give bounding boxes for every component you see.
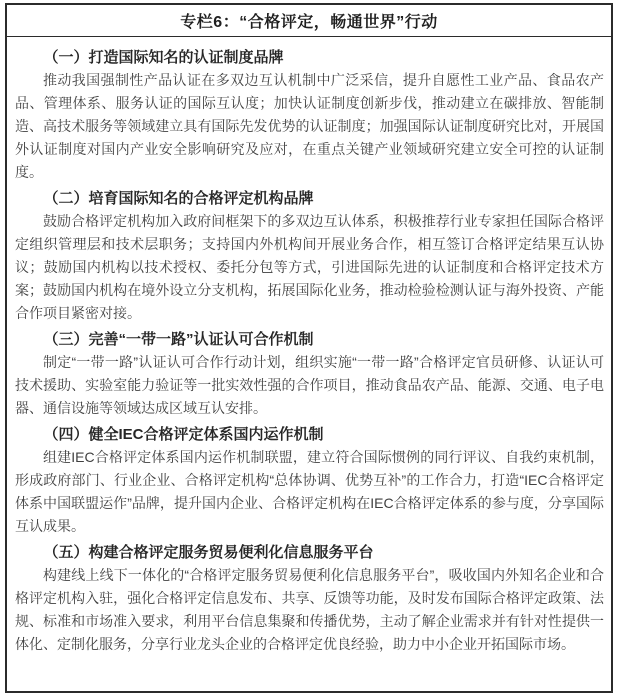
section-5-heading: （五）构建合格评定服务贸易便利化信息服务平台: [43, 544, 374, 561]
section-2-heading: （二）培育国际知名的合格评定机构品牌: [43, 190, 314, 207]
section-1-paragraph: 推动我国强制性产品认证在多双边互认机制中广泛采信，提升自愿性工业产品、食品农产品、管理体系、服务认证的国际互认度；加快认证制度创新步伐，推动建立在碳排放、智能制造、高技术服务等领域建立具有国际先发优势的认证制度；加强国际认证制度研究比对，开展国外认证制度对国内产业安全影响研究及应对，在重点关键产业领域研究建立安全可控的认证制度。: [15, 72, 604, 180]
column6-panel: [5, 3, 613, 693]
section-3-heading: （三）完善“一带一路”认证认可合作机制: [43, 331, 314, 348]
section-3: [15, 328, 604, 420]
section-5: [15, 541, 604, 656]
section-4: [15, 423, 604, 538]
section-1: [15, 46, 604, 184]
section-2-paragraph: 鼓励合格评定机构加入政府间框架下的多双边互认体系，积极推荐行业专家担任国际合格评定组织管理层和技术层职务；支持国内外机构间开展业务合作，相互签订合格评定结果互认协议；鼓励国内机构以技术授权、委托分包等方式，引进国际先进的认证制度和合格评定技术方案；鼓励国内机构在境外设立分支机构，拓展国际化业务，推动检验检测认证与海外投资、产能合作项目紧密对接。: [15, 213, 604, 321]
section-4-paragraph: 组建IEC合格评定体系国内运作机制联盟，建立符合国际惯例的同行评议、自我约束机制，形成政府部门、行业企业、合格评定机构“总体协调、优势互补”的工作合力，打造“IEC合格评定体系中国联盟运作”品牌，提升国内企业、合格评定机构在IEC合格评定体系的参与度，分享国际互认成果。: [15, 449, 604, 534]
section-2: [15, 187, 604, 325]
section-5-paragraph: 构建线上线下一体化的“合格评定服务贸易便利化信息服务平台”，吸收国内外知名企业和合格评定机构入驻，强化合格评定信息发布、共享、反馈等功能，及时发布国际合格评定政策、法规、标准和市场准入要求，利用平台信息集聚和传播优势，主动了解企业需求并有针对性提供一体化、定制化服务，分享行业龙头企业的合格评定优良经验，助力中小企业开拓国际市场。: [15, 567, 604, 652]
section-4-heading: （四）健全IEC合格评定体系国内运作机制: [43, 426, 324, 443]
panel-body: [7, 37, 611, 666]
section-3-paragraph: 制定“一带一路”认证认可合作行动计划，组织实施“一带一路”合格评定官员研修、认证认可技术援助、实验室能力验证等一批实效性强的合作项目，推动食品农产品、能源、交通、电子电器、通信设施等领域达成区域互认安排。: [15, 354, 604, 416]
section-1-heading: （一）打造国际知名的认证制度品牌: [43, 49, 284, 66]
panel-title: 专栏6：“合格评定，畅通世界”行动: [7, 5, 611, 37]
